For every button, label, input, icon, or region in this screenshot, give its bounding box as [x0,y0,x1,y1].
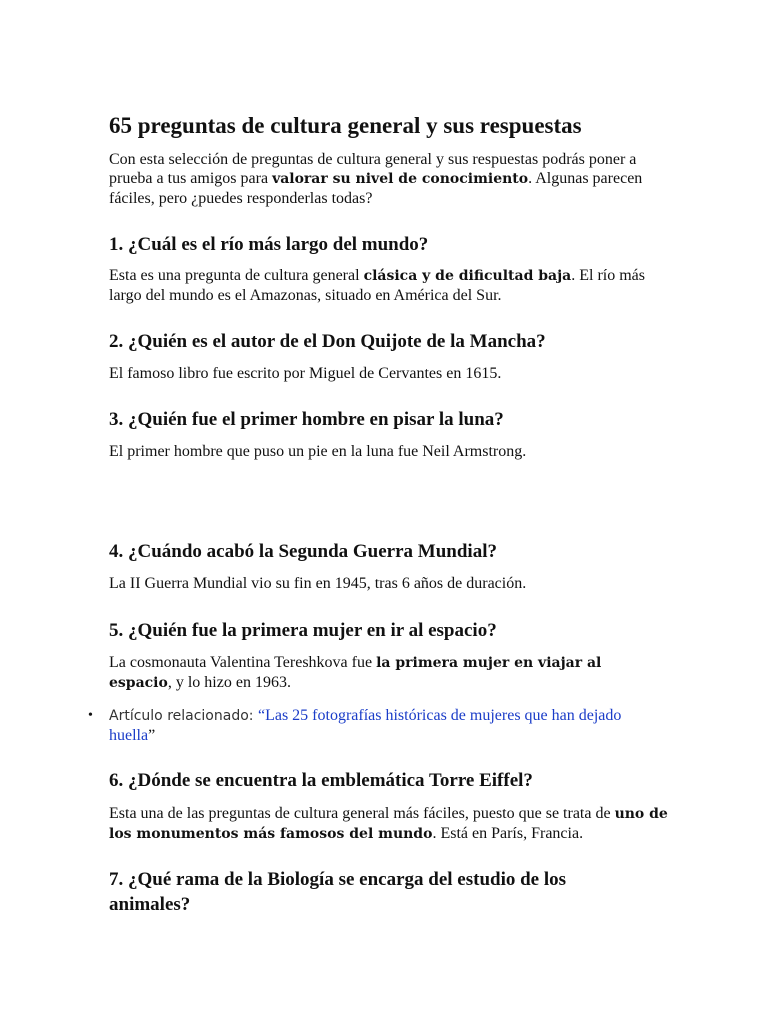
intro-bold-text: valorar su nivel de conocimiento [272,171,529,187]
intro-text: Con esta selección de preguntas de cultura general y sus respuestas podrás poner a prueba a tus amigos para [109,151,637,187]
question-7-heading: 7. ¿Qué rama de la Biología se encarga del estudio de los animales? [109,869,567,915]
answer-5-bold: la primera mujer en viajar al espacio [109,655,602,691]
question-3-answer: El primer hombre que puso un pie en la luna fue Neil Armstrong. [109,443,527,460]
question-6-answer [109,804,669,844]
question-1-answer [109,266,669,305]
answer-1-text: Esta es una pregunta de cultura general [109,267,364,284]
answer-5-text-end: , y lo hizo en 1963. [167,674,291,691]
question-4-heading: 4. ¿Cuándo acabó la Segunda Guerra Mundial? [109,541,497,562]
related-article-link[interactable]: Las 25 fotografías históricas de mujeres que han dejado huella [109,707,622,744]
answer-5-text: La cosmonauta Valentina Tereshkova fue [109,654,377,671]
intro-paragraph [109,150,669,208]
answer-6-bold: uno de los monumentos más famosos del mundo [109,806,668,842]
answer-1-text-end: . El río más largo del mundo es el Amazonas, situado en América del Sur. [109,267,645,304]
question-2-answer: El famoso libro fue escrito por Miguel de Cervantes en 1615. [109,365,502,382]
answer-1-bold: clásica y de dificultad baja [363,268,572,284]
article-title: 65 preguntas de cultura general y sus respuestas [109,113,582,138]
answer-6-text: Esta una de las preguntas de cultura general más fáciles, puesto que se trata de [109,805,615,822]
question-1-heading: 1. ¿Cuál es el río más largo del mundo? [109,234,429,255]
related-article-open-quote: “ [257,707,266,724]
related-article-label: Artículo relacionado: [109,708,258,724]
question-5-heading: 5. ¿Quién fue la primera mujer en ir al espacio? [109,620,497,641]
question-4-answer: La II Guerra Mundial vio su fin en 1945, tras 6 años de duración. [109,575,527,592]
question-5-answer [109,653,669,693]
intro-text-end: . Algunas parecen fáciles, pero ¿puedes responderlas todas? [109,170,643,207]
related-article-text [109,706,668,745]
answer-6-text-end: . Está en París, Francia. [432,825,584,842]
related-article-close-quote: ” [148,727,156,744]
question-2-heading: 2. ¿Quién es el autor de el Don Quijote de la Mancha? [109,331,546,352]
question-3-heading: 3. ¿Quién fue el primer hombre en pisar la luna? [109,409,504,430]
question-6-heading: 6. ¿Dónde se encuentra la emblemática Torre Eiffel? [109,770,533,791]
bullet-icon: • [88,708,93,723]
